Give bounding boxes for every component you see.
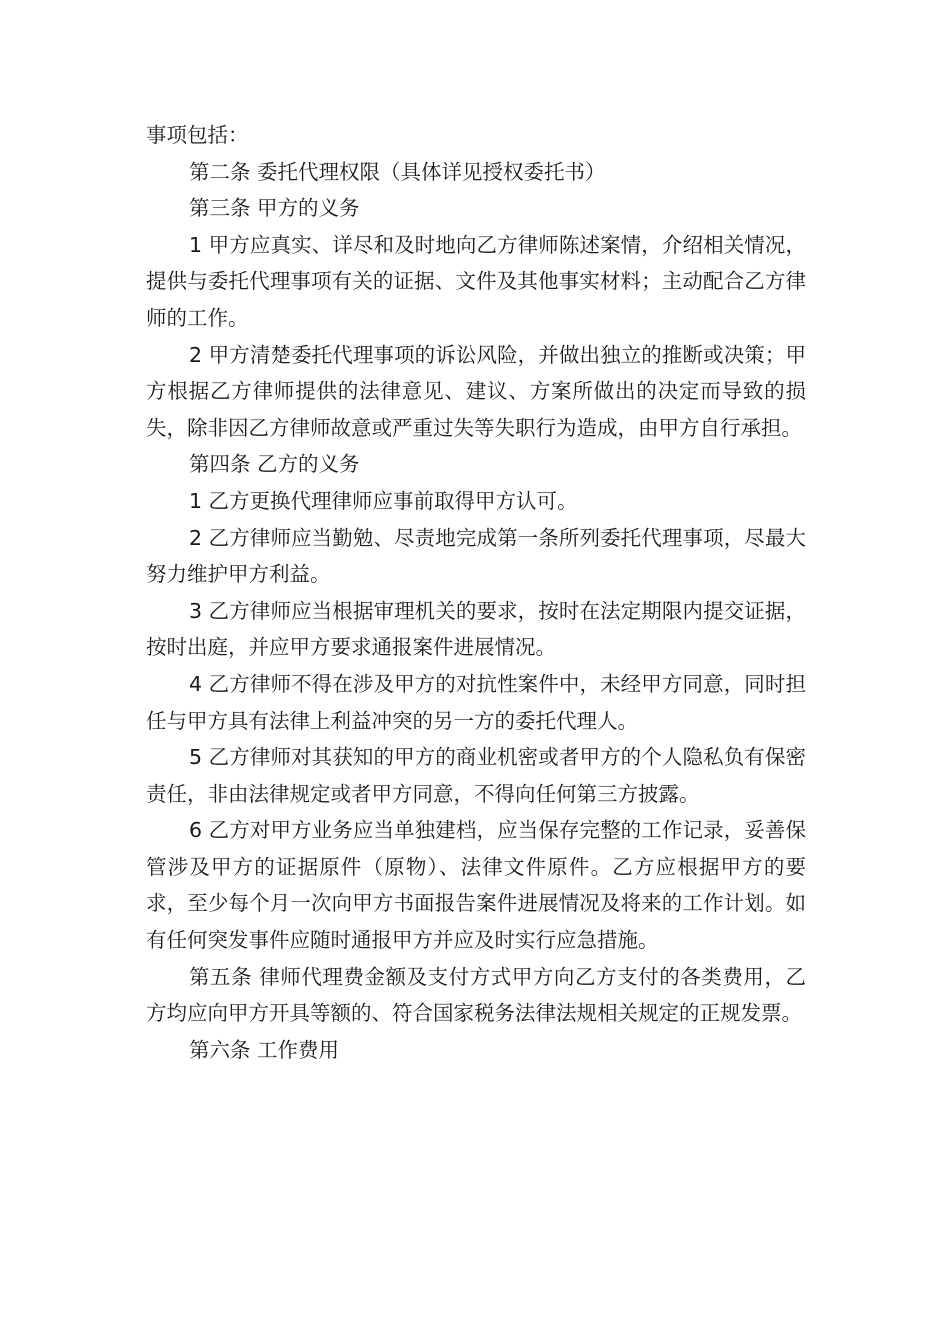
article-5-paragraph: 第五条 律师代理费金额及支付方式甲方向乙方支付的各类费用，乙方均应向甲方开具等额的、符合国家税务法律法规相关规定的正规发票。 — [146, 964, 806, 1026]
article-4-clause-6: 6 乙方对甲方业务应当单独建档，应当保存完整的工作记录，妥善保管涉及甲方的证据原件（原物）、法律文件原件。乙方应根据甲方的要求，至少每个月一次向甲方书面报告案件进展情况及将来的工作计划。如有任何突发事件应随时通报甲方并应及时实行应急措施。 — [146, 818, 806, 953]
paragraph-intro: 事项包括： — [146, 123, 249, 147]
article-2-heading: 第二条 委托代理权限（具体详见授权委托书） — [189, 159, 606, 184]
document-body — [146, 117, 806, 1068]
article-3-heading: 第三条 甲方的义务 — [189, 196, 360, 221]
article-6-heading: 第六条 工作费用 — [189, 1037, 340, 1062]
article-4-clause-2: 2 乙方律师应当勤勉、尽责地完成第一条所列委托代理事项，尽最大努力维护甲方利益。 — [146, 525, 806, 587]
article-4-clause-1: 1 乙方更换代理律师应事前取得甲方认可。 — [189, 488, 578, 513]
article-4-clause-3: 3 乙方律师应当根据审理机关的要求，按时在法定期限内提交证据，按时出庭，并应甲方要求通报案件进展情况。 — [146, 598, 806, 660]
article-3-clause-2: 2 甲方清楚委托代理事项的诉讼风险，并做出独立的推断或决策；甲方根据乙方律师提供的法律意见、建议、方案所做出的决定而导致的损失，除非因乙方律师故意或严重过失等失职行为造成，由甲方自行承担。 — [146, 342, 806, 440]
article-4-clause-5: 5 乙方律师对其获知的甲方的商业机密或者甲方的个人隐私负有保密责任，非由法律规定或者甲方同意，不得向任何第三方披露。 — [146, 745, 806, 806]
article-4-clause-4: 4 乙方律师不得在涉及甲方的对抗性案件中，未经甲方同意，同时担任与甲方具有法律上利益冲突的另一方的委托代理人。 — [146, 671, 806, 733]
article-4-heading: 第四条 乙方的义务 — [189, 452, 360, 477]
article-3-clause-1: 1 甲方应真实、详尽和及时地向乙方律师陈述案情，介绍相关情况，提供与委托代理事项有关的证据、文件及其他事实材料；主动配合乙方律师的工作。 — [146, 232, 806, 330]
